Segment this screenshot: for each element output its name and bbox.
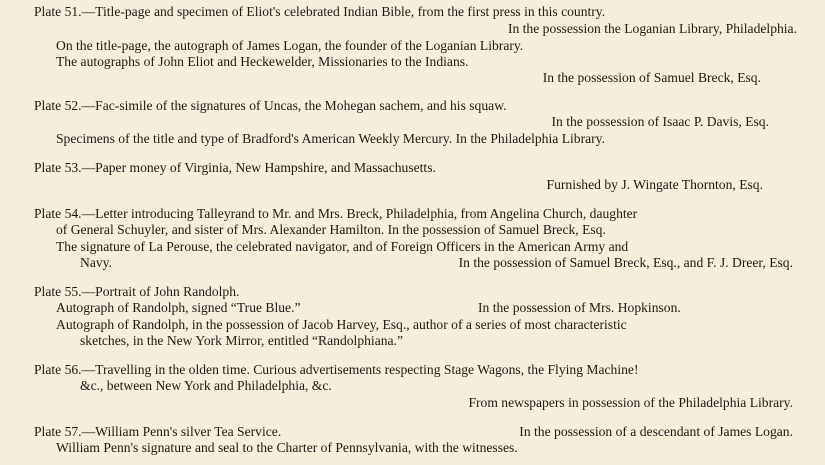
plate-54-possession: In the possession of Samuel Breck, Esq., and F. J. Dreer, Esq. — [458, 255, 793, 270]
plate-54-note-cont: Navy. — [80, 255, 112, 270]
plate-52-title: Plate 52.—Fac-simile of the signatures of Uncas, the Mohegan sachem, and his squaw. — [34, 98, 507, 113]
plate-55-title: Plate 55.—Portrait of John Randolph. — [34, 284, 240, 299]
plate-51-note-1: On the title-page, the autograph of James Logan, the founder of the Loganian Library. — [56, 38, 524, 53]
plate-52-note: Specimens of the title and type of Bradford's American Weekly Mercury. In the Philadelphia Library. — [56, 131, 605, 146]
plate-56-title: Plate 56.—Travelling in the olden time. Curious advertisements respecting Stage Wagons, the Flying Machine! — [34, 362, 639, 377]
plate-51-possession: In the possession the Loganian Library, Philadelphia. — [507, 21, 797, 36]
plate-55-note-2: Autograph of Randolph, in the possession of Jacob Harvey, Esq., author of a series of most characteristic — [56, 317, 627, 332]
plate-51-title: Plate 51.—Title-page and specimen of Eliot's celebrated Indian Bible, from the first press in this country. — [34, 4, 606, 19]
plate-54-title-cont: of General Schuyler, and sister of Mrs. Alexander Hamilton. In the possession of Samuel Breck, Esq. — [56, 222, 606, 237]
plate-55-note-1: Autograph of Randolph, signed “True Blue.” — [56, 300, 301, 315]
plate-53-possession: Furnished by J. Wingate Thornton, Esq. — [546, 177, 763, 192]
plate-54-note: The signature of La Perouse, the celebrated navigator, and of Foreign Officers in the American Army and — [56, 239, 629, 254]
plate-53-title: Plate 53.—Paper money of Virginia, New Hampshire, and Massachusetts. — [34, 160, 436, 175]
plate-56-source: From newspapers in possession of the Philadelphia Library. — [468, 395, 793, 410]
plate-51-note-2: The autographs of John Eliot and Heckewelder, Missionaries to the Indians. — [56, 54, 469, 69]
plate-57-possession: In the possession of a descendant of James Logan. — [519, 424, 793, 439]
plate-57-title: Plate 57.—William Penn's silver Tea Service. — [34, 424, 282, 439]
plate-54-title: Plate 54.—Letter introducing Talleyrand to Mr. and Mrs. Breck, Philadelphia, from Angelina Church, daughter — [34, 206, 638, 221]
plate-57-note: William Penn's signature and seal to the Charter of Pennsylvania, with the witnesses. — [56, 440, 518, 455]
plate-55-note-2-cont: sketches, in the New York Mirror, entitled “Randolphiana.” — [80, 333, 403, 348]
plate-56-title-cont: &c., between New York and Philadelphia, &c. — [80, 378, 332, 393]
plate-51-possession-2: In the possession of Samuel Breck, Esq. — [542, 70, 761, 85]
plate-52-possession: In the possession of Isaac P. Davis, Esq. — [551, 114, 769, 129]
plate-55-possession: In the possession of Mrs. Hopkinson. — [478, 300, 681, 315]
